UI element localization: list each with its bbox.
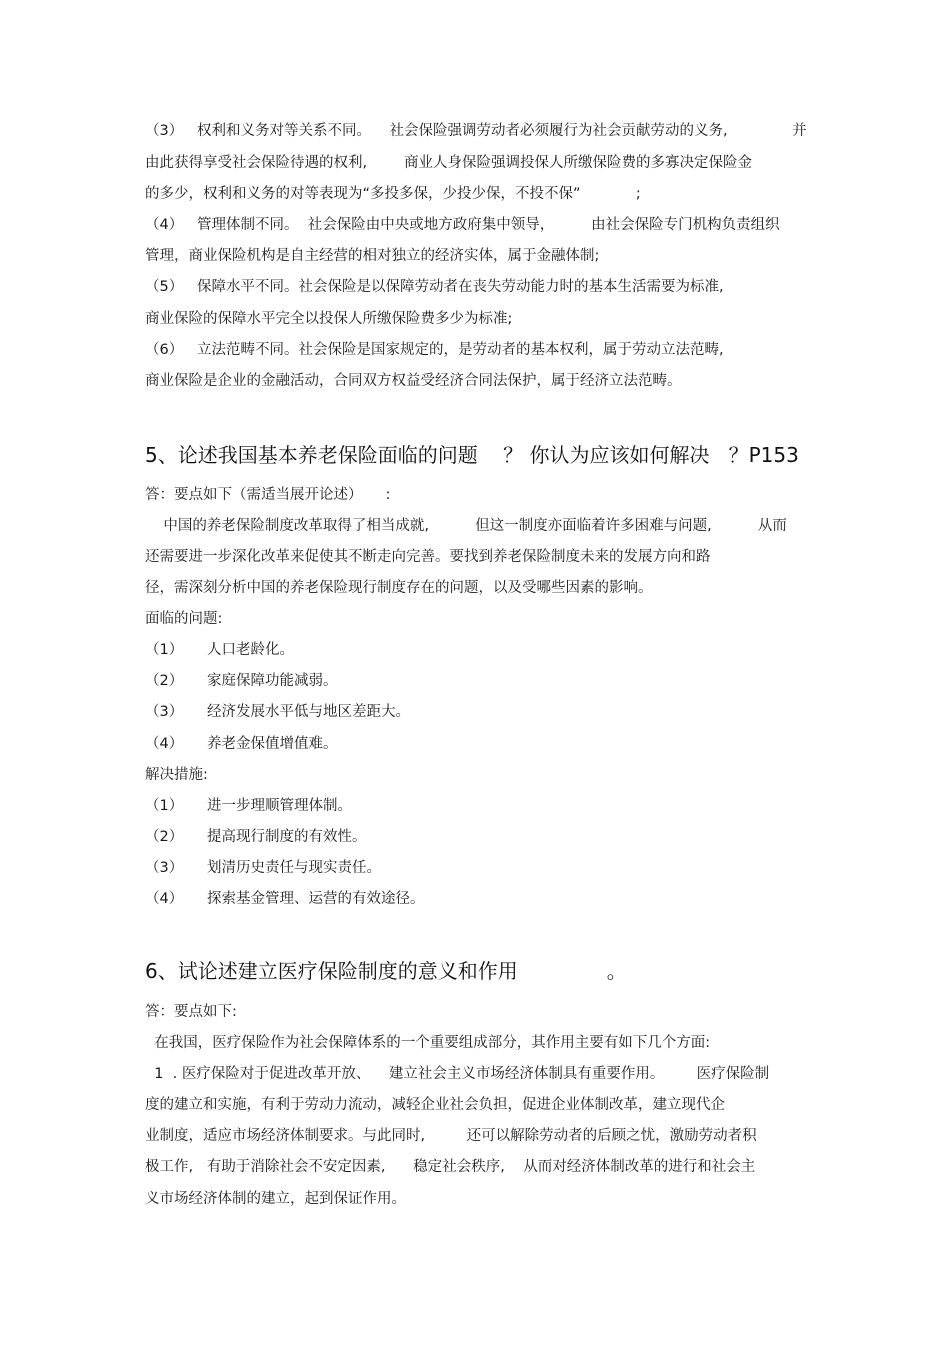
list-text: 养老金保值增值难。: [207, 736, 338, 752]
paragraph-line: 中国的养老保险制度改革取得了相当成就, 但这一制度亦面临着许多困难与问题, 从而: [145, 518, 787, 534]
list-text: 家庭保障功能减弱。: [207, 673, 338, 689]
text-line: （6） 立法范畴不同。社会保险是国家规定的，是劳动者的基本权利，属于劳动立法范畴,: [145, 342, 724, 358]
list-text: 经济发展水平低与地区差距大。: [207, 704, 410, 720]
section-heading: 6、试论述建立医疗保险制度的意义和作用 。: [145, 959, 627, 983]
list-number: （1）: [145, 642, 184, 658]
list-number: （2）: [145, 673, 184, 689]
answer-intro: 答：要点如下:: [145, 1004, 237, 1020]
list-item: [145, 734, 338, 754]
list-number: （3）: [145, 704, 184, 720]
list-text: 进一步理顺管理体制。: [207, 798, 352, 814]
paragraph-line: 在我国，医疗保险作为社会保障体系的一个重要组成部分，其作用主要有如下几个方面:: [145, 1035, 711, 1051]
list-number: （2）: [145, 829, 184, 845]
paragraph-line: 径，需深刻分析中国的养老保险现行制度存在的问题，以及受哪些因素的影响。: [145, 580, 653, 596]
list-number: （4）: [145, 736, 184, 752]
list-text: 探索基金管理、运营的有效途径。: [207, 891, 425, 907]
list-text: 人口老龄化。: [207, 642, 294, 658]
list-number: （4）: [145, 891, 184, 907]
text-line: 商业保险是企业的金融活动，合同双方权益受经济合同法保护，属于经济立法范畴。: [145, 373, 682, 389]
list-item: [145, 702, 410, 722]
paragraph-line: 1 . 医疗保险对于促进改革开放、 建立社会主义市场经济体制具有重要作用。 医疗保险制: [145, 1066, 770, 1082]
list-item: [145, 671, 338, 691]
list-label: 解决措施:: [145, 767, 208, 783]
list-number: （1）: [145, 798, 184, 814]
list-item: [145, 858, 381, 878]
list-item: [145, 889, 425, 909]
text-line: （4） 管理体制不同。 社会保险由中央或地方政府集中领导， 由社会保险专门机构负责组织: [145, 217, 780, 233]
list-item: [145, 796, 352, 816]
paragraph-line: 义市场经济体制的建立，起到保证作用。: [145, 1191, 406, 1207]
text-line: 的多少，权利和义务的对等表现为“多投多保，少投少保，不投不保” ;: [145, 186, 641, 202]
list-text: 提高现行制度的有效性。: [207, 829, 367, 845]
list-item: [145, 827, 367, 847]
list-text: 划清历史责任与现实责任。: [207, 860, 381, 876]
paragraph-line: 业制度，适应市场经济体制要求。与此同时, 还可以解除劳动者的后顾之忧，激励劳动者积: [145, 1128, 757, 1144]
paragraph-line: 还需要进一步深化改革来促使其不断走向完善。要找到养老保险制度未来的发展方向和路: [145, 549, 711, 565]
list-label: 面临的问题:: [145, 611, 223, 627]
text-line: 由此获得享受社会保险待遇的权利, 商业人身保险强调投保人所缴保险费的多寡决定保险金: [145, 155, 752, 171]
text-line: （5） 保障水平不同。社会保险是以保障劳动者在丧失劳动能力时的基本生活需要为标准,: [145, 279, 724, 295]
list-number: （3）: [145, 860, 184, 876]
list-item: [145, 640, 294, 660]
paragraph-line: 极工作, 有助于消除社会不安定因素, 稳定社会秩序, 从而对经济体制改革的进行和社会主: [145, 1159, 756, 1175]
text-line: 管理，商业保险机构是自主经营的相对独立的经济实体，属于金融体制;: [145, 248, 600, 264]
section-heading: 5、论述我国基本养老保险面临的问题 ？ 你认为应该如何解决 ？P153: [145, 443, 799, 467]
answer-intro: 答：要点如下（需适当展开论述） :: [145, 487, 391, 503]
text-line: （3） 权利和义务对等关系不同。 社会保险强调劳动者必须履行为社会贡献劳动的义务, 并: [145, 123, 807, 139]
paragraph-line: 度的建立和实施，有利于劳动力流动，减轻企业社会负担，促进企业体制改革，建立现代企: [145, 1097, 725, 1113]
text-line: 商业保险的保障水平完全以投保人所缴保险费多少为标准;: [145, 311, 513, 327]
